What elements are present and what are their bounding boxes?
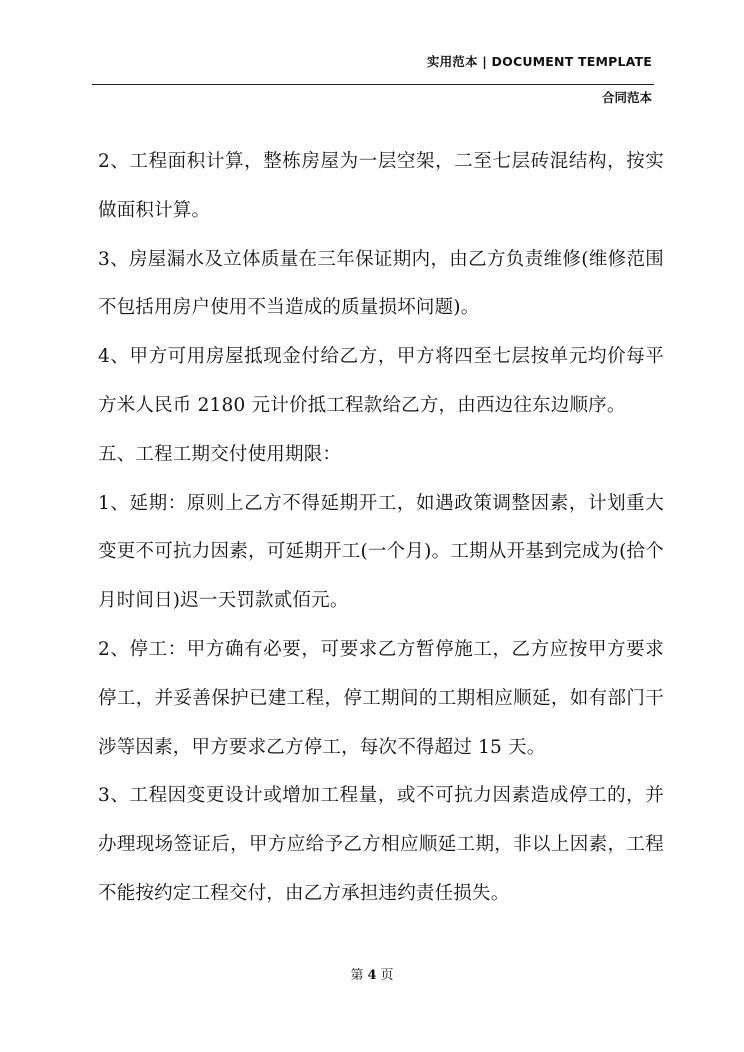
paragraph-area-calculation: 2、工程面积计算，整栋房屋为一层空架，二至七层砖混结构，按实做面积计算。 — [98, 151, 664, 221]
header-divider — [92, 84, 654, 85]
paragraph-payment-by-housing: 4、甲方可用房屋抵现金付给乙方，甲方将四至七层按单元均价每平方米人民币 2180 元计价抵工程款给乙方，由西边往东边顺序。 — [98, 346, 664, 416]
header-title: 实用范本 | DOCUMENT TEMPLATE — [426, 54, 652, 69]
footer-prefix: 第 — [350, 968, 364, 983]
paragraph-suspension: 2、停工：甲方确有必要，可要求乙方暂停施工，乙方应按甲方要求停工，并妥善保护已建工程，停工期间的工期相应顺延，如有部门干涉等因素，甲方要求乙方停工，每次不得超过 15 天。 — [98, 638, 664, 758]
section-heading-schedule: 五、工程工期交付使用期限： — [98, 443, 342, 465]
document-body — [98, 138, 664, 919]
paragraph-extension: 3、工程因变更设计或增加工程量，或不可抗力因素造成停工的，并办理现场签证后，甲方应给予乙方相应顺延工期，非以上因素，工程不能按约定工程交付，由乙方承担违约责任损失。 — [98, 785, 664, 904]
page-number: 4 — [367, 968, 377, 983]
paragraph-warranty: 3、房屋漏水及立体质量在三年保证期内，由乙方负责维修(维修范围不包括用房户使用不当造成的质量损坏问题)。 — [98, 248, 664, 319]
paragraph-delay: 1、延期：原则上乙方不得延期开工，如遇政策调整因素，计划重大变更不可抗力因素，可延期开工(一个月)。工期从开基到完成为(拾个月时间日)迟一天罚款贰佰元。 — [98, 492, 664, 612]
header-subtitle: 合同范本 — [601, 90, 652, 105]
page-footer — [0, 964, 744, 983]
footer-suffix: 页 — [380, 968, 394, 983]
